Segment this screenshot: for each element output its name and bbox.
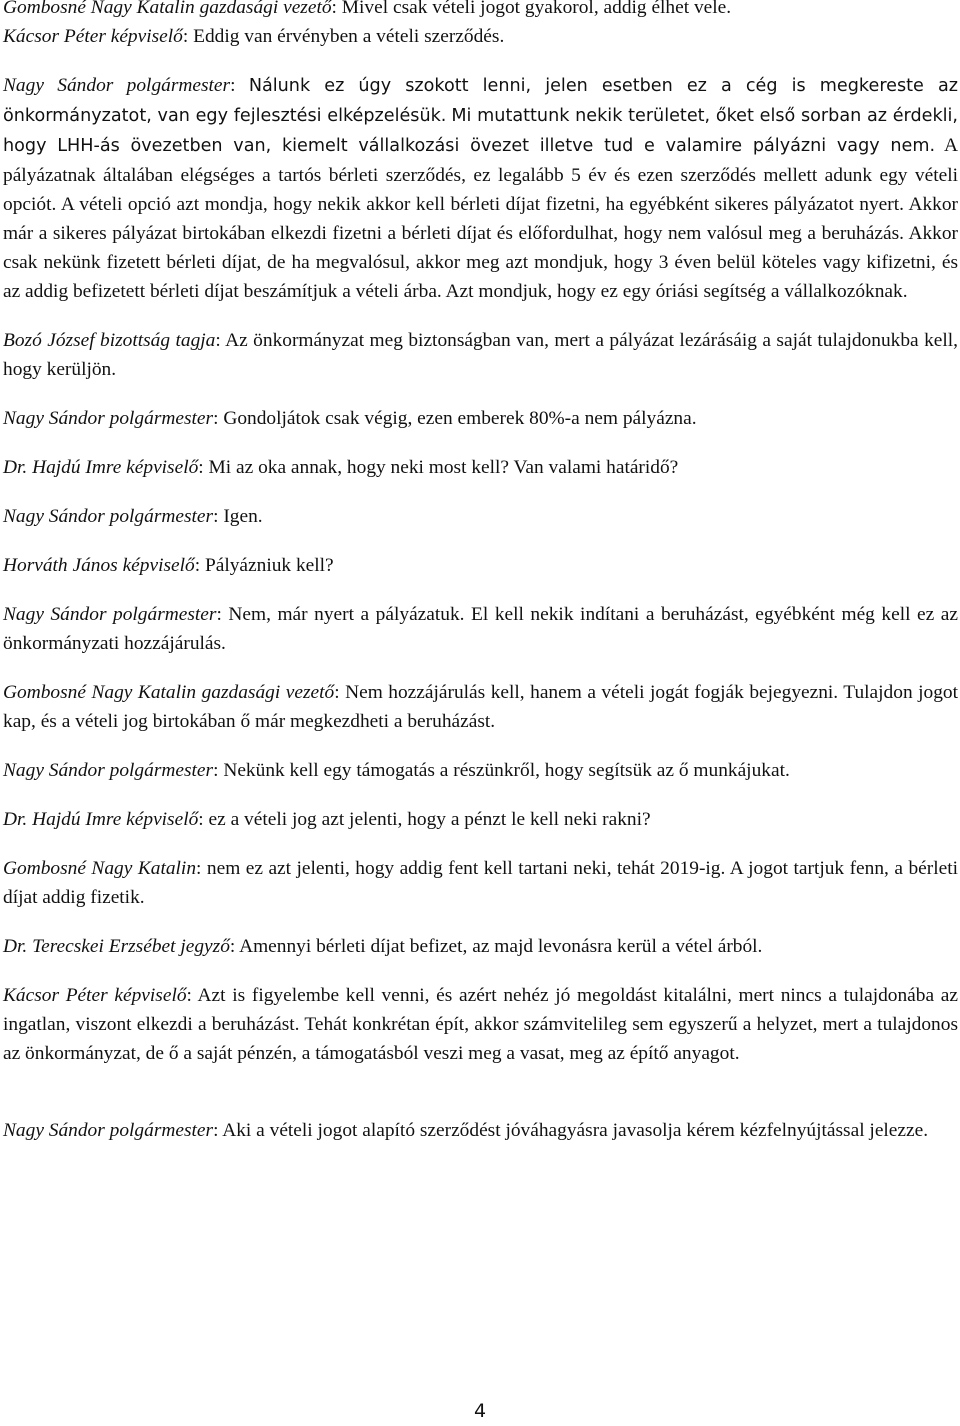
paragraph-kacsor-1: Kácsor Péter képviselő: Eddig van érvényben a vételi szerződés. xyxy=(3,26,505,47)
speaker-label: Dr. Hajdú Imre képviselő xyxy=(3,809,199,830)
speaker-label: Nagy Sándor polgármester xyxy=(3,604,217,625)
speaker-label: Dr. Hajdú Imre képviselő xyxy=(3,457,199,478)
speech-text: Pályázniuk kell? xyxy=(204,555,334,576)
speech-text-part-c: A pályázatnak általában elégséges a tartós bérleti szerződés, ez legalább 5 év és ezen szerződés mellett adunk egy vételi opciót. xyxy=(3,135,958,215)
speech-text-part-d: A vételi opció azt mondja, hogy nekik akkor kell bérleti díjat fizetni, ha egyébként sikeres pályázatot nyert. xyxy=(60,194,904,215)
speech-text-part-a: Nálunk ez úgy szokott lenni, jelen esetben ez a cég is megkereste az önkormányzatot, van egy fejlesztési elképzelésük. xyxy=(3,76,958,126)
speaker-label: Nagy Sándor polgármester xyxy=(3,75,231,96)
paragraph-gombosne-1: Gombosné Nagy Katalin gazdasági vezető: Mivel csak vételi jogot gyakorol, addig élhet vele. xyxy=(3,0,958,22)
speaker-label: Gombosné Nagy Katalin xyxy=(3,858,197,879)
speech-text-part-f: Akkor csak nekünk fizetett bérleti díjat, de ha megvalósul, akkor meg azt mondjuk, hogy 3 éven belül köteles vagy kifizetni, és az addig befizetett bérleti díjat beszámítjuk a vételi árba. Azt mondjuk, hogy ez egy óriási segítség a vállalkozóknak. xyxy=(3,223,959,302)
paragraph-horvath: Horváth János képviselő: Pályázniuk kell? xyxy=(3,555,334,576)
speech-text: Nekünk kell egy támogatás a részünkről, hogy segítsük az ő munkájukat. xyxy=(223,760,790,781)
paragraph-bozo: Bozó József bizottság tagja: Az önkormányzat meg biztonságban van, mert a pályázat lezárásáig a saját tulajdonukba kell, hogy kerüljön. xyxy=(3,330,958,380)
paragraph-nagy-4: Nagy Sándor polgármester: Nem, már nyert a pályázatuk. El kell nekik indítani a beruházást, egyébként még kell ez az önkormányzati hozzájárulás. xyxy=(3,604,958,654)
speech-text: nem ez azt jelenti, hogy addig fent kell tartani neki, tehát 2019-ig. A jogot tartjuk fenn, a bérleti díjat addig fizetik. xyxy=(3,858,958,908)
speaker-label: Gombosné Nagy Katalin gazdasági vezető xyxy=(3,682,335,703)
speech-text: Aki a vételi jogot alapító szerződést jóváhagyásra javasolja kérem kézfelnyújtással jelezze. xyxy=(222,1120,929,1141)
paragraph-nagy-6: Nagy Sándor polgármester: Aki a vételi jogot alapító szerződést jóváhagyásra javasolja kérem kézfelnyújtással jelezze. xyxy=(3,1120,929,1141)
paragraph-gombosne-2: Gombosné Nagy Katalin gazdasági vezető: Nem hozzájárulás kell, hanem a vételi jogát fogják bejegyezni. Tulajdon jogot kap, és a vételi jog birtokában ő már megkezdheti a beruházást. xyxy=(3,682,959,732)
paragraph-hajdu-2: Dr. Hajdú Imre képviselő: ez a vételi jog azt jelenti, hogy a pénzt le kell neki rakni? xyxy=(3,809,651,830)
paragraph-nagy-3: Nagy Sándor polgármester: Igen. xyxy=(3,506,263,527)
speaker-label: Gombosné Nagy Katalin gazdasági vezető xyxy=(3,0,332,18)
speech-text: Nem, már nyert a pályázatuk. El kell nekik indítani a beruházást, egyébként még kell ez az önkormányzati hozzájárulás. xyxy=(3,604,958,654)
speaker-label: Kácsor Péter képviselő xyxy=(3,26,183,47)
speaker-label: Bozó József bizottság tagja xyxy=(3,330,216,351)
speaker-label: Nagy Sándor polgármester xyxy=(3,506,214,527)
speech-text: ez a vételi jog azt jelenti, hogy a pénzt le kell neki rakni? xyxy=(208,809,651,830)
speech-text: Igen. xyxy=(223,506,263,527)
paragraph-nagy-1: Nagy Sándor polgármester: Nálunk ez úgy szokott lenni, jelen esetben ez a cég is megkereste az önkormányzatot, van egy fejlesztési elképzelésük. Mi mutattunk nekik területet, őket első sorban az érdekli, hogy LHH-ás övezetben van, kiemelt vállalkozási övezet illetve tud e valamire pályázni vagy nem. A pályázatnak általában elégséges a tartós bérleti szerződés, ez legalább 5 év és ezen szerződés mellett adunk egy vételi opciót. A vételi opció azt mondja, hogy nekik akkor kell bérleti díjat fizetni, ha egyébként sikeres pályázatot nyert. Akkor már a sikeres pályázat birtokában elkezdi fizetni a bérleti díjat és előfordulhat, hogy nem valósul meg a beruházás. Akkor csak nekünk fizetett bérleti díjat, de ha megvalósul, akkor meg azt mondjuk, hogy 3 éven belül köteles vagy kifizetni, és az addig befizetett bérleti díjat beszámítjuk a vételi árba. Azt mondjuk, hogy ez egy óriási segítség a vállalkozóknak. xyxy=(3,75,959,302)
speech-text: Az önkormányzat meg biztonságban van, mert a pályázat lezárásáig a saját tulajdonukba kell, hogy kerüljön. xyxy=(3,330,958,380)
paragraph-nagy-2: Nagy Sándor polgármester: Gondoljátok csak végig, ezen emberek 80%-a nem pályázna. xyxy=(3,408,697,429)
speaker-label: Nagy Sándor polgármester xyxy=(3,408,214,429)
speech-text: Mivel csak vételi jogot gyakorol, addig élhet vele. xyxy=(341,0,732,18)
speaker-label: Nagy Sándor polgármester xyxy=(3,760,214,781)
paragraph-kacsor-2: Kácsor Péter képviselő: Azt is figyelembe kell venni, és azért nehéz jó megoldást kitalálni, mert nincs a tulajdonába az ingatlan, viszont elkezdi a beruházást. Tehát konkrétan épít, akkor számvitelileg sem egyszerű a helyzet, mert a tulajdonos az önkormányzat, de ő a saját pénzén, a támogatásból veszi meg a vasat, meg az építő anyagot. xyxy=(3,985,958,1064)
speech-text: Mi az oka annak, hogy neki most kell? Van valami határidő? xyxy=(208,457,679,478)
speaker-label: Horváth János képviselő xyxy=(3,555,195,576)
speech-text: Nem hozzájárulás kell, hanem a vételi jogát fogják bejegyezni. Tulajdon jogot kap, és a vételi jog birtokában ő már megkezdheti a beruházást. xyxy=(3,682,959,732)
speech-text: Azt is figyelembe kell venni, és azért nehéz jó megoldást kitalálni, mert nincs a tulajdonába az ingatlan, viszont elkezdi a beruházást. Tehát konkrétan épít, akkor számvitelileg sem egyszerű a helyzet, mert a tulajdonos az önkormányzat, de ő a saját pénzén, a támogatásból veszi meg a vasat, meg az építő anyagot. xyxy=(3,985,958,1064)
paragraph-hajdu-1: Dr. Hajdú Imre képviselő: Mi az oka annak, hogy neki most kell? Van valami határidő? xyxy=(3,457,679,478)
page-number: 4 xyxy=(473,1400,487,1422)
paragraph-nagy-5: Nagy Sándor polgármester: Nekünk kell egy támogatás a részünkről, hogy segítsük az ő munkájukat. xyxy=(3,760,790,781)
speech-text: Gondoljátok csak végig, ezen emberek 80%-a nem pályázna. xyxy=(223,408,697,429)
speaker-label: Kácsor Péter képviselő xyxy=(3,985,187,1006)
speaker-label: Dr. Terecskei Erzsébet jegyző xyxy=(3,936,230,957)
speech-text-part-e: Akkor már a sikeres pályázat birtokában elkezdi fizetni a bérleti díjat és előfordulhat, hogy nem valósul meg a beruházás. xyxy=(3,194,958,244)
paragraph-terecskei: Dr. Terecskei Erzsébet jegyző: Amennyi bérleti díjat befizet, az majd levonásra kerül a vétel árból. xyxy=(3,936,763,957)
speech-text-part-b: Mi mutattunk nekik területet, őket első sorban az érdekli, hogy LHH-ás övezetben van, kiemelt vállalkozási övezet illetve tud e valamire pályázni vagy nem. xyxy=(3,106,958,156)
paragraph-gombosne-3: Gombosné Nagy Katalin: nem ez azt jelenti, hogy addig fent kell tartani neki, tehát 2019-ig. A jogot tartjuk fenn, a bérleti díjat addig fizetik. xyxy=(3,858,958,908)
speech-text: Eddig van érvényben a vételi szerződés. xyxy=(193,26,505,47)
speech-text: Amennyi bérleti díjat befizet, az majd levonásra kerül a vétel árból. xyxy=(239,936,763,957)
speaker-label: Nagy Sándor polgármester xyxy=(3,1120,214,1141)
